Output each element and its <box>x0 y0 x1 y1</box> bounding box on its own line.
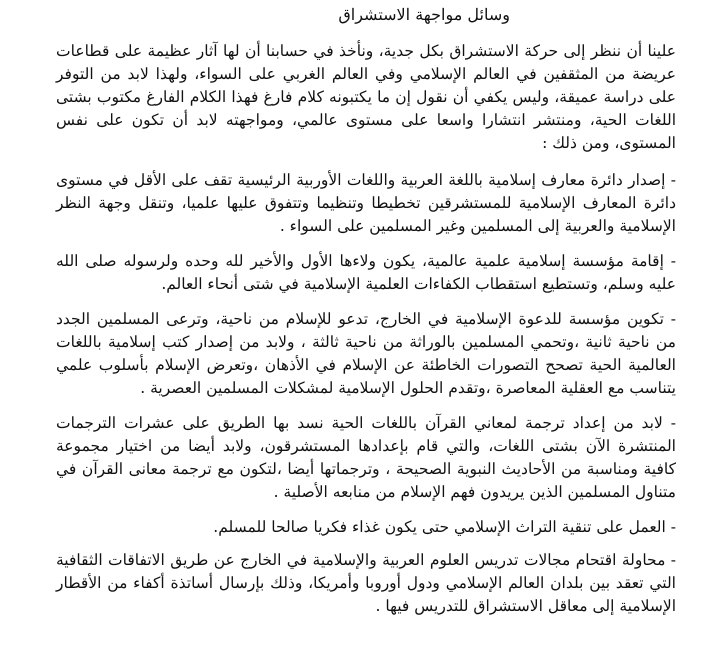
list-item: - العمل على تنقية التراث الإسلامي حتى يكون غذاء فكريا صالحا للمسلم. <box>213 518 676 536</box>
list-item: - تكوين مؤسسة للدعوة الإسلامية في الخارج، تدعو للإسلام من ناحية، وترعى المسلمين الجدد من ناحية ثانية ،وتحمي المسلمين بالوراثة من ناحية ثالثة ، ولابد من إصدار كتب إسلامية باللغات العالمية الحية تصحح التصورات الخاطئة عن الإسلام في الأذهان ،وتعرض الإسلام بأسلوب علمي يتناسب مع العقلية المعاصرة ،وتقدم الحلول الإسلامية لمشكلات المسلمين العصرية . <box>56 310 676 397</box>
list-item: - محاولة اقتحام مجالات تدريس العلوم العربية والإسلامية في الخارج عن طريق الاتفاقات الثقافية التي تعقد بين بلدان العالم الإسلامي ودول أوروبا وأمريكا، وذلك بإرسال أساتذة أكفاء من الأقطار الإسلامية إلى معاقل الاستشراق للتدريس فيها . <box>56 551 676 615</box>
document-title: وسائل مواجهة الاستشراق <box>338 5 510 24</box>
list-item: - إقامة مؤسسة إسلامية علمية عالمية، يكون ولاءها الأول والأخير لله وحده ولرسوله صلى الله عليه وسلم، وتستطيع استقطاب الكفاءات العلمية الإسلامية في شتى أنحاء العالم. <box>56 252 676 293</box>
intro-paragraph: علينا أن ننظر إلى حركة الاستشراق بكل جدية، ونأخذ في حسابنا أن لها آثار عظيمة على قطاعات عريضة من المثقفين في العالم الإسلامي وفي العالم الغربي على السواء، ولهذا لابد من التوفر على دراسة عميقة، وليس يكفي أن نقول إن ما يكتبونه كلام فارغ فهذا الكلام الفارغ مكتوب بشتى اللغات الحية، ومنتشر انتشارا واسعا على مستوى عالمي، ومواجهته لابد أن تكون على نفس المستوى، ومن ذلك : <box>56 42 676 152</box>
list-item: - إصدار دائرة معارف إسلامية باللغة العربية واللغات الأوربية الرئيسية تقف على الأقل في مستوى دائرة المعارف الإسلامية للمستشرقين تخطيطا وتنظيما وتتفوق عليها علميا، وتنقل وجهة النظر الإسلامية والعربية إلى المسلمين وغير المسلمين على السواء . <box>56 171 676 235</box>
list-item: - لابد من إعداد ترجمة لمعاني القرآن باللغات الحية نسد بها الطريق على عشرات الترجمات المنتشرة الآن بشتى اللغات، والتي قام بإعدادها المستشرقون، ولابد أيضا من اختيار مجموعة كافية ومناسبة من الأحاديث النبوية الصحيحة ، وترجماتها أيضا ،لتكون مع ترجمة معانى القرآن في متناول المسلمين الذين يريدون فهم الإسلام من منابعه الأصلية . <box>56 414 676 501</box>
